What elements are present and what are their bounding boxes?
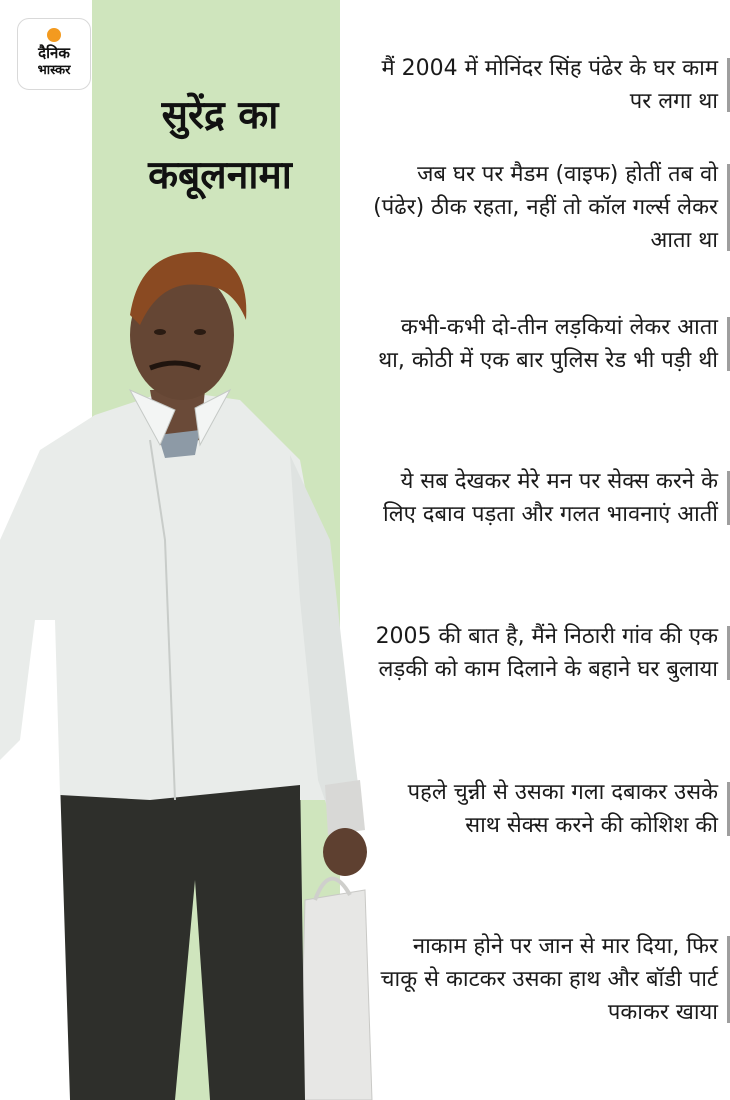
logo-line-1: दैनिक <box>38 44 70 62</box>
dainik-bhaskar-logo <box>17 18 91 90</box>
quote-6: पहले चुन्नी से उसका गला दबाकर उसके साथ सेक्स करने की कोशिश की <box>370 776 730 842</box>
headline-line-1: सुरेंद्र का <box>161 93 279 138</box>
person-photo <box>0 240 400 1100</box>
quote-2: जब घर पर मैडम (वाइफ) होतीं तब वो (पंढेर) ठीक रहता, नहीं तो कॉल गर्ल्स लेकर आता था <box>370 158 730 257</box>
logo-line-2: भास्कर <box>37 63 71 78</box>
quote-3: कभी-कभी दो-तीन लड़कियां लेकर आता था, कोठी में एक बार पुलिस रेड भी पड़ी थी <box>370 311 730 377</box>
quote-1: मैं 2004 में मोनिंदर सिंह पंढेर के घर काम पर लगा था <box>370 52 730 118</box>
quote-5: 2005 की बात है, मैंने निठारी गांव की एक लड़की को काम दिलाने के बहाने घर बुलाया <box>370 620 730 686</box>
headline-line-2: कबूलनामा <box>148 153 292 198</box>
quote-4: ये सब देखकर मेरे मन पर सेक्स करने के लिए दबाव पड़ता और गलत भावनाएं आतीं <box>370 465 730 531</box>
quote-7: नाकाम होने पर जान से मार दिया, फिर चाकू से काटकर उसका हाथ और बॉडी पार्ट पकाकर खाया <box>370 930 730 1029</box>
headline <box>100 86 340 206</box>
sun-icon <box>47 28 61 42</box>
